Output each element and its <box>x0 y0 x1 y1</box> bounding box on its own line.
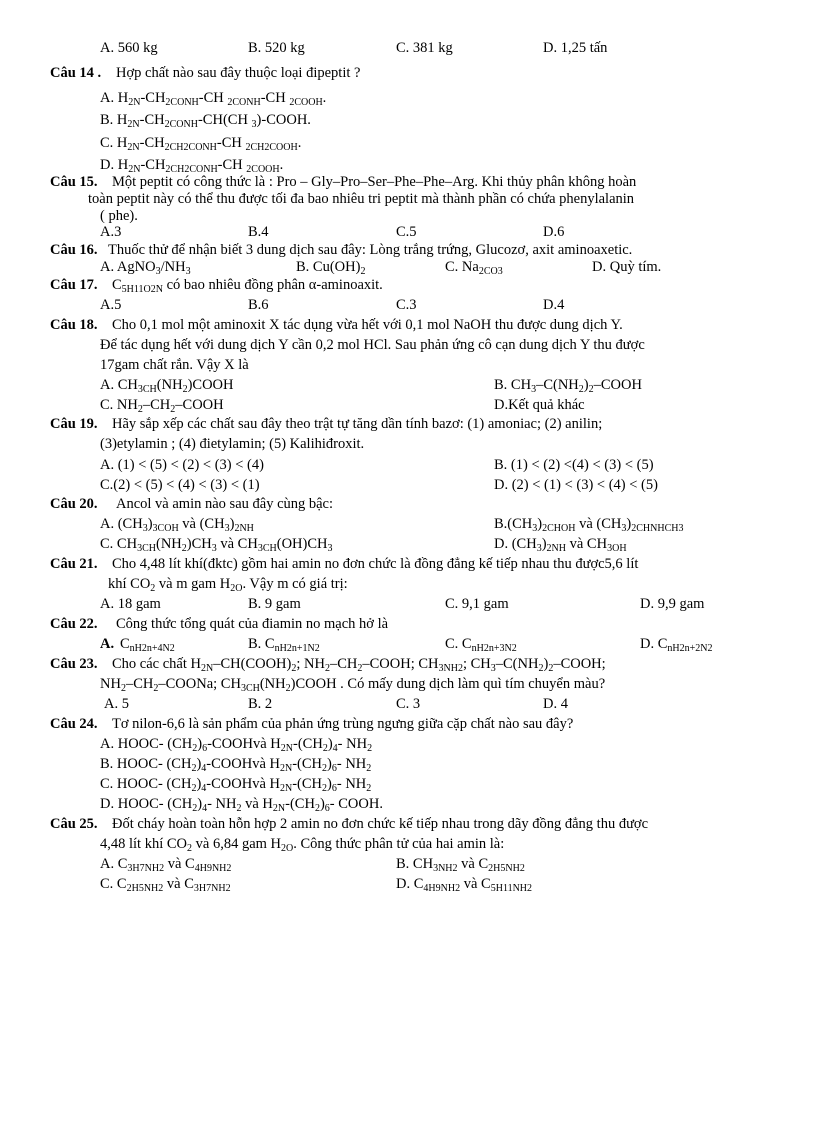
text-segment: D. 1,25 tấn <box>543 40 608 56</box>
text-segment: $NH_2-CH_2$–COONa; $CH_{3CH}(NH_2)COOH$ . Có mấy dung dịch làm quì tím chuyển màu? <box>100 676 606 694</box>
text-line <box>0 854 816 874</box>
text-segment: D. $H_{2N}-CH_{2CH2CONH}-CH$ $_{2COOH}$. <box>100 157 284 175</box>
text-segment: C. $C_{2H5NH2}$ và $C_{3H7NH2}$ <box>100 876 231 894</box>
text-segment: Đốt cháy hoàn toàn hỗn hợp 2 amin no đơn chức kế tiếp nhau trong dãy đồng đẳng thu được <box>112 816 649 832</box>
text-line <box>0 534 816 554</box>
text-segment: Thuốc thử để nhận biết 3 dung dịch sau đây: Lòng trắng trứng, Glucozơ, axit aminoaxetic. <box>108 242 633 258</box>
text-segment: C. $H_{2N}-CH_{2CH2CONH}-CH$ $_{2CH2COOH}$. <box>100 135 302 153</box>
text-segment: B. 520 kg <box>248 40 305 56</box>
text-segment: C. 381 kg <box>396 40 453 56</box>
text-segment: A. $(CH_3)_{3COH}$ và $(CH_3)_{2NH}$ <box>100 516 254 534</box>
question-label: Câu 23. <box>50 656 98 672</box>
text-segment: C. $CH_{3CH}(NH_2)CH_3$ và $CH_{3CH}(OH)CH_3$ <box>100 536 333 554</box>
text-line <box>0 434 816 454</box>
text-segment: $C_{5H11O2N}$ có bao nhiêu đồng phân α-aminoaxit. <box>112 277 383 295</box>
text-line <box>0 275 816 295</box>
text-segment: C. $Na_{2CO3}$ <box>445 259 503 277</box>
text-segment: B.6 <box>248 297 269 313</box>
text-segment: B. 2 <box>248 696 273 712</box>
question-label: Câu 17. <box>50 277 98 293</box>
text-line <box>0 634 816 654</box>
text-segment: A.5 <box>100 297 122 313</box>
text-segment: Cho các chất $H_{2N}-CH(COOH)_2$; $NH_2-CH_2$–COOH; $CH_{3NH2}$; $CH_3-C(NH_2)_2$–COOH; <box>112 656 606 674</box>
question-label: Câu 19. <box>50 416 98 432</box>
text-line <box>0 574 816 594</box>
text-segment: B. $CH_3-C(NH_2)_2$–COOH <box>494 377 642 395</box>
question-label: A. <box>100 636 115 652</box>
text-line <box>0 494 816 514</box>
text-segment: B. $Cu(OH)_2$ <box>296 259 366 277</box>
question-label: Câu 24. <box>50 716 98 732</box>
text-segment: C.5 <box>396 224 417 240</box>
text-segment: D. Quỳ tím. <box>592 259 662 275</box>
text-segment: khí $CO_2$ và m gam $H_{2O}$. Vậy m có giá trị: <box>108 576 348 594</box>
text-line <box>0 222 816 242</box>
text-line <box>0 874 816 894</box>
text-segment: A. $H_{2N}-CH_{2CONH}-CH$ $_{2CONH}$-CH $_{2COOH}$. <box>100 90 327 108</box>
question-label: Câu 22. <box>50 616 98 632</box>
text-segment: C. HOOC- $(CH_2)_4$-COOHvà $H_{2N}-(CH_2)_6-$ $NH_2$ <box>100 776 372 794</box>
text-line <box>0 594 816 614</box>
text-line <box>0 315 816 335</box>
text-line <box>0 554 816 574</box>
question-label: Câu 18. <box>50 317 98 333</box>
text-line <box>0 514 816 534</box>
text-segment: Để tác dụng hết với dung dịch Y cần 0,2 mol HCl. Sau phản ứng cô cạn dung dịch Y thu được <box>100 337 645 353</box>
text-line <box>0 375 816 395</box>
text-segment: Công thức tổng quát của điamin no mạch hở là <box>116 616 389 632</box>
text-line <box>0 414 816 434</box>
text-segment: D.4 <box>543 297 565 313</box>
text-line <box>0 88 816 108</box>
text-line <box>0 694 816 714</box>
text-line <box>0 814 816 834</box>
text-line <box>0 654 816 674</box>
text-segment: ( phe). <box>100 208 138 224</box>
text-segment: Hãy sắp xếp các chất sau đây theo trật tự tăng dần tính bazơ: (1) amoniac; (2) anilin; <box>112 416 603 432</box>
text-line <box>0 38 816 58</box>
text-segment: Một peptit có công thức là : Pro – Gly–Pro–Ser–Phe–Phe–Arg. Khi thủy phân không hoàn <box>112 174 637 190</box>
text-segment: C. 9,1 gam <box>445 596 509 612</box>
text-segment: A. (1) < (5) < (2) < (3) < (4) <box>100 457 264 473</box>
text-segment: B.4 <box>248 224 269 240</box>
text-line <box>0 355 816 375</box>
text-segment: A. $CH_{3CH}(NH_2)COOH$ <box>100 377 234 395</box>
text-segment: C.(2) < (5) < (4) < (3) < (1) <box>100 477 260 493</box>
text-line <box>0 834 816 854</box>
text-segment: C.3 <box>396 297 417 313</box>
text-segment: A. 560 kg <box>100 40 158 56</box>
text-segment: B. $CH_{3NH2}$ và $C_{2H5NH2}$ <box>396 856 525 874</box>
text-line <box>0 754 816 774</box>
text-segment: D. $(CH_3)_{2NH}$ và $CH_{3OH}$ <box>494 536 627 554</box>
text-segment: A. 5 <box>104 696 129 712</box>
text-segment: $B.(CH_3)_{2CHOH}$ và $(CH_3)_{2CHNHCH3}$ <box>494 516 684 534</box>
text-segment: Cho 0,1 mol một aminoxit X tác dụng vừa hết với 0,1 mol NaOH thu được dung dịch Y. <box>112 317 623 333</box>
text-line <box>0 674 816 694</box>
text-segment: A.3 <box>100 224 122 240</box>
text-segment: D. 9,9 gam <box>640 596 705 612</box>
text-segment: $C_{nH2n+4N2}$ <box>120 636 175 654</box>
text-line <box>0 295 816 315</box>
text-segment: B. $H_{2N}-CH_{2CONH}-CH(CH$ $_3$)-COOH. <box>100 112 311 130</box>
text-segment: Tơ nilon-6,6 là sản phẩm của phản ứng trùng ngưng giữa cặp chất nào sau đây? <box>112 716 574 732</box>
text-line <box>0 110 816 130</box>
text-segment: B. 9 gam <box>248 596 301 612</box>
text-segment: (3)etylamin ; (4) đietylamin; (5) Kalihiđroxit. <box>100 436 365 452</box>
question-label: Câu 15. <box>50 174 98 190</box>
text-segment: C. $C_{nH2n+3N2}$ <box>445 636 517 654</box>
question-label: Câu 14 . <box>50 65 102 81</box>
text-line <box>0 614 816 634</box>
text-line <box>0 475 816 495</box>
text-segment: D. HOOC- $(CH_2)_4-$ $NH_2$ và $H_{2N}-(CH_2)_6-$ COOH. <box>100 796 383 814</box>
text-segment: Hợp chất nào sau đây thuộc loại đipeptit ? <box>116 65 361 81</box>
text-segment: C. 3 <box>396 696 421 712</box>
text-segment: 4,48 lít khí $CO_2$ và 6,84 gam $H_{2O}$. Công thức phân tử của hai amin là: <box>100 836 505 854</box>
text-line <box>0 395 816 415</box>
text-segment: B. $C_{nH2n+1N2}$ <box>248 636 320 654</box>
text-segment: B. (1) < (2) <(4) < (3) < (5) <box>494 457 654 473</box>
text-line <box>0 257 816 277</box>
text-segment: Ancol và amin nào sau đây cùng bậc: <box>116 496 334 512</box>
text-segment: D. 4 <box>543 696 568 712</box>
text-line <box>0 63 816 83</box>
question-label: Câu 25. <box>50 816 98 832</box>
text-line <box>0 774 816 794</box>
text-segment: B. HOOC- $(CH_2)_4$-COOHvà $H_{2N}-(CH_2)_6-$ $NH_2$ <box>100 756 372 774</box>
text-line <box>0 133 816 153</box>
text-segment: D. $C_{4H9NH2}$ và $C_{5H11NH2}$ <box>396 876 533 894</box>
text-segment: D. (2) < (1) < (3) < (4) < (5) <box>494 477 658 493</box>
text-segment: C. $NH_2-CH_2$–COOH <box>100 397 224 415</box>
text-segment: toàn peptit này có thể thu được tối đa bao nhiêu tri peptit mà thành phần có chứa phenylalanin <box>88 191 635 207</box>
text-segment: D.6 <box>543 224 565 240</box>
text-segment: A. HOOC- $(CH_2)_6$-COOHvà $H_{2N}-(CH_2)_4-$ $NH_2$ <box>100 736 373 754</box>
text-segment: D. $C_{nH2n+2N2}$ <box>640 636 713 654</box>
text-segment: A. $AgNO_3/NH_3$ <box>100 259 191 277</box>
text-line <box>0 794 816 814</box>
text-segment: D.Kết quả khác <box>494 397 585 413</box>
text-segment: A. $C_{3H7NH2}$ và $C_{4H9NH2}$ <box>100 856 232 874</box>
text-line <box>0 455 816 475</box>
text-line <box>0 335 816 355</box>
text-segment: A. 18 gam <box>100 596 161 612</box>
question-label: Câu 21. <box>50 556 98 572</box>
text-segment: Cho 4,48 lít khí(đktc) gồm hai amin no đơn chức là đồng đẳng kế tiếp nhau thu được5,6 lít <box>112 556 639 572</box>
text-line <box>0 714 816 734</box>
question-label: Câu 16. <box>50 242 98 258</box>
text-segment: 17gam chất rắn. Vậy X là <box>100 357 249 373</box>
question-label: Câu 20. <box>50 496 98 512</box>
text-line <box>0 734 816 754</box>
